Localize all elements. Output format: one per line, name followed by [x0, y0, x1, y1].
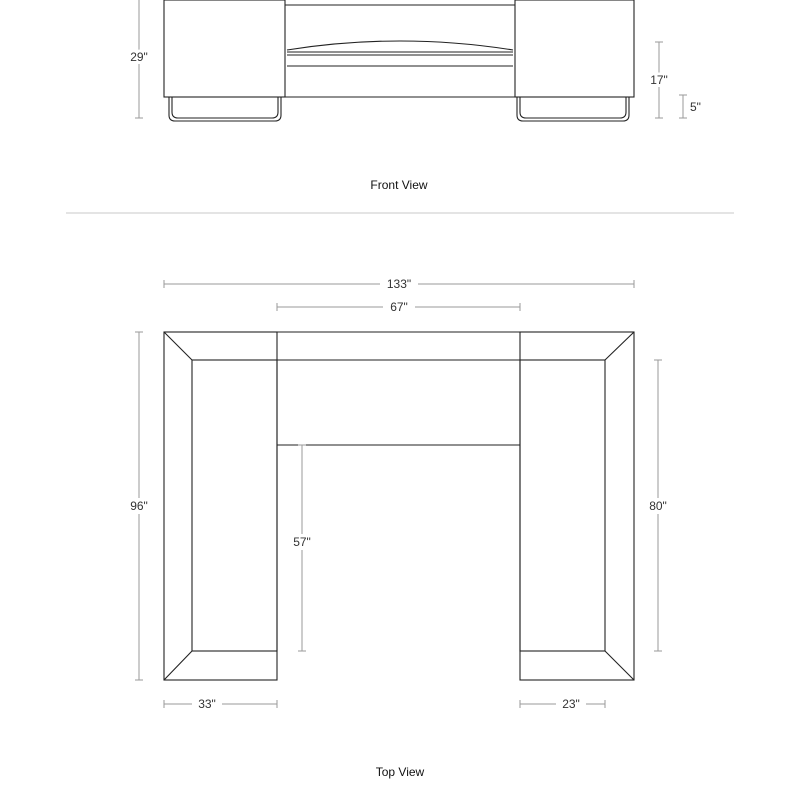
- dimension-right-seat-width: [520, 696, 605, 712]
- dimension-label-open-depth: 57": [293, 535, 311, 549]
- dimension-label-center-width: 67": [390, 300, 408, 314]
- dimension-overall-depth: [126, 332, 154, 680]
- front-view-drawing: [164, 0, 634, 121]
- dimension-overall-width: [164, 276, 634, 292]
- front-right-module: [515, 0, 634, 97]
- top-left-module: [164, 332, 277, 680]
- dimension-inner-depth: [645, 360, 673, 651]
- dimension-label-left-arm-width: 33": [198, 697, 216, 711]
- dimension-leg-height: [679, 95, 701, 118]
- dimension-seat-height: [650, 42, 668, 118]
- dimension-overall-height: [130, 0, 148, 118]
- dimension-label-leg-height: 5": [690, 100, 701, 114]
- dimension-label-right-seat-width: 23": [562, 697, 580, 711]
- dimension-label-overall-width: 133": [386, 277, 412, 291]
- dimension-left-arm-width: [164, 696, 277, 712]
- dimension-label-inner-depth: 80": [649, 499, 667, 513]
- front-center-module: [285, 5, 515, 97]
- dimension-label-overall-depth: 96": [130, 499, 148, 513]
- top-center-module: [277, 332, 520, 445]
- front-left-module: [164, 0, 285, 97]
- dimension-open-depth: [289, 445, 317, 651]
- front-view-label: Front View: [370, 178, 428, 192]
- dimension-label-overall-height: 29": [130, 50, 148, 64]
- dimension-center-width: [277, 299, 520, 315]
- dimension-label-seat-height: 17": [650, 73, 668, 87]
- top-view-label: Top View: [375, 765, 425, 779]
- front-left-leg: [169, 97, 281, 121]
- top-right-module: [520, 332, 634, 680]
- top-view-drawing: [164, 332, 634, 680]
- front-right-leg: [517, 97, 629, 121]
